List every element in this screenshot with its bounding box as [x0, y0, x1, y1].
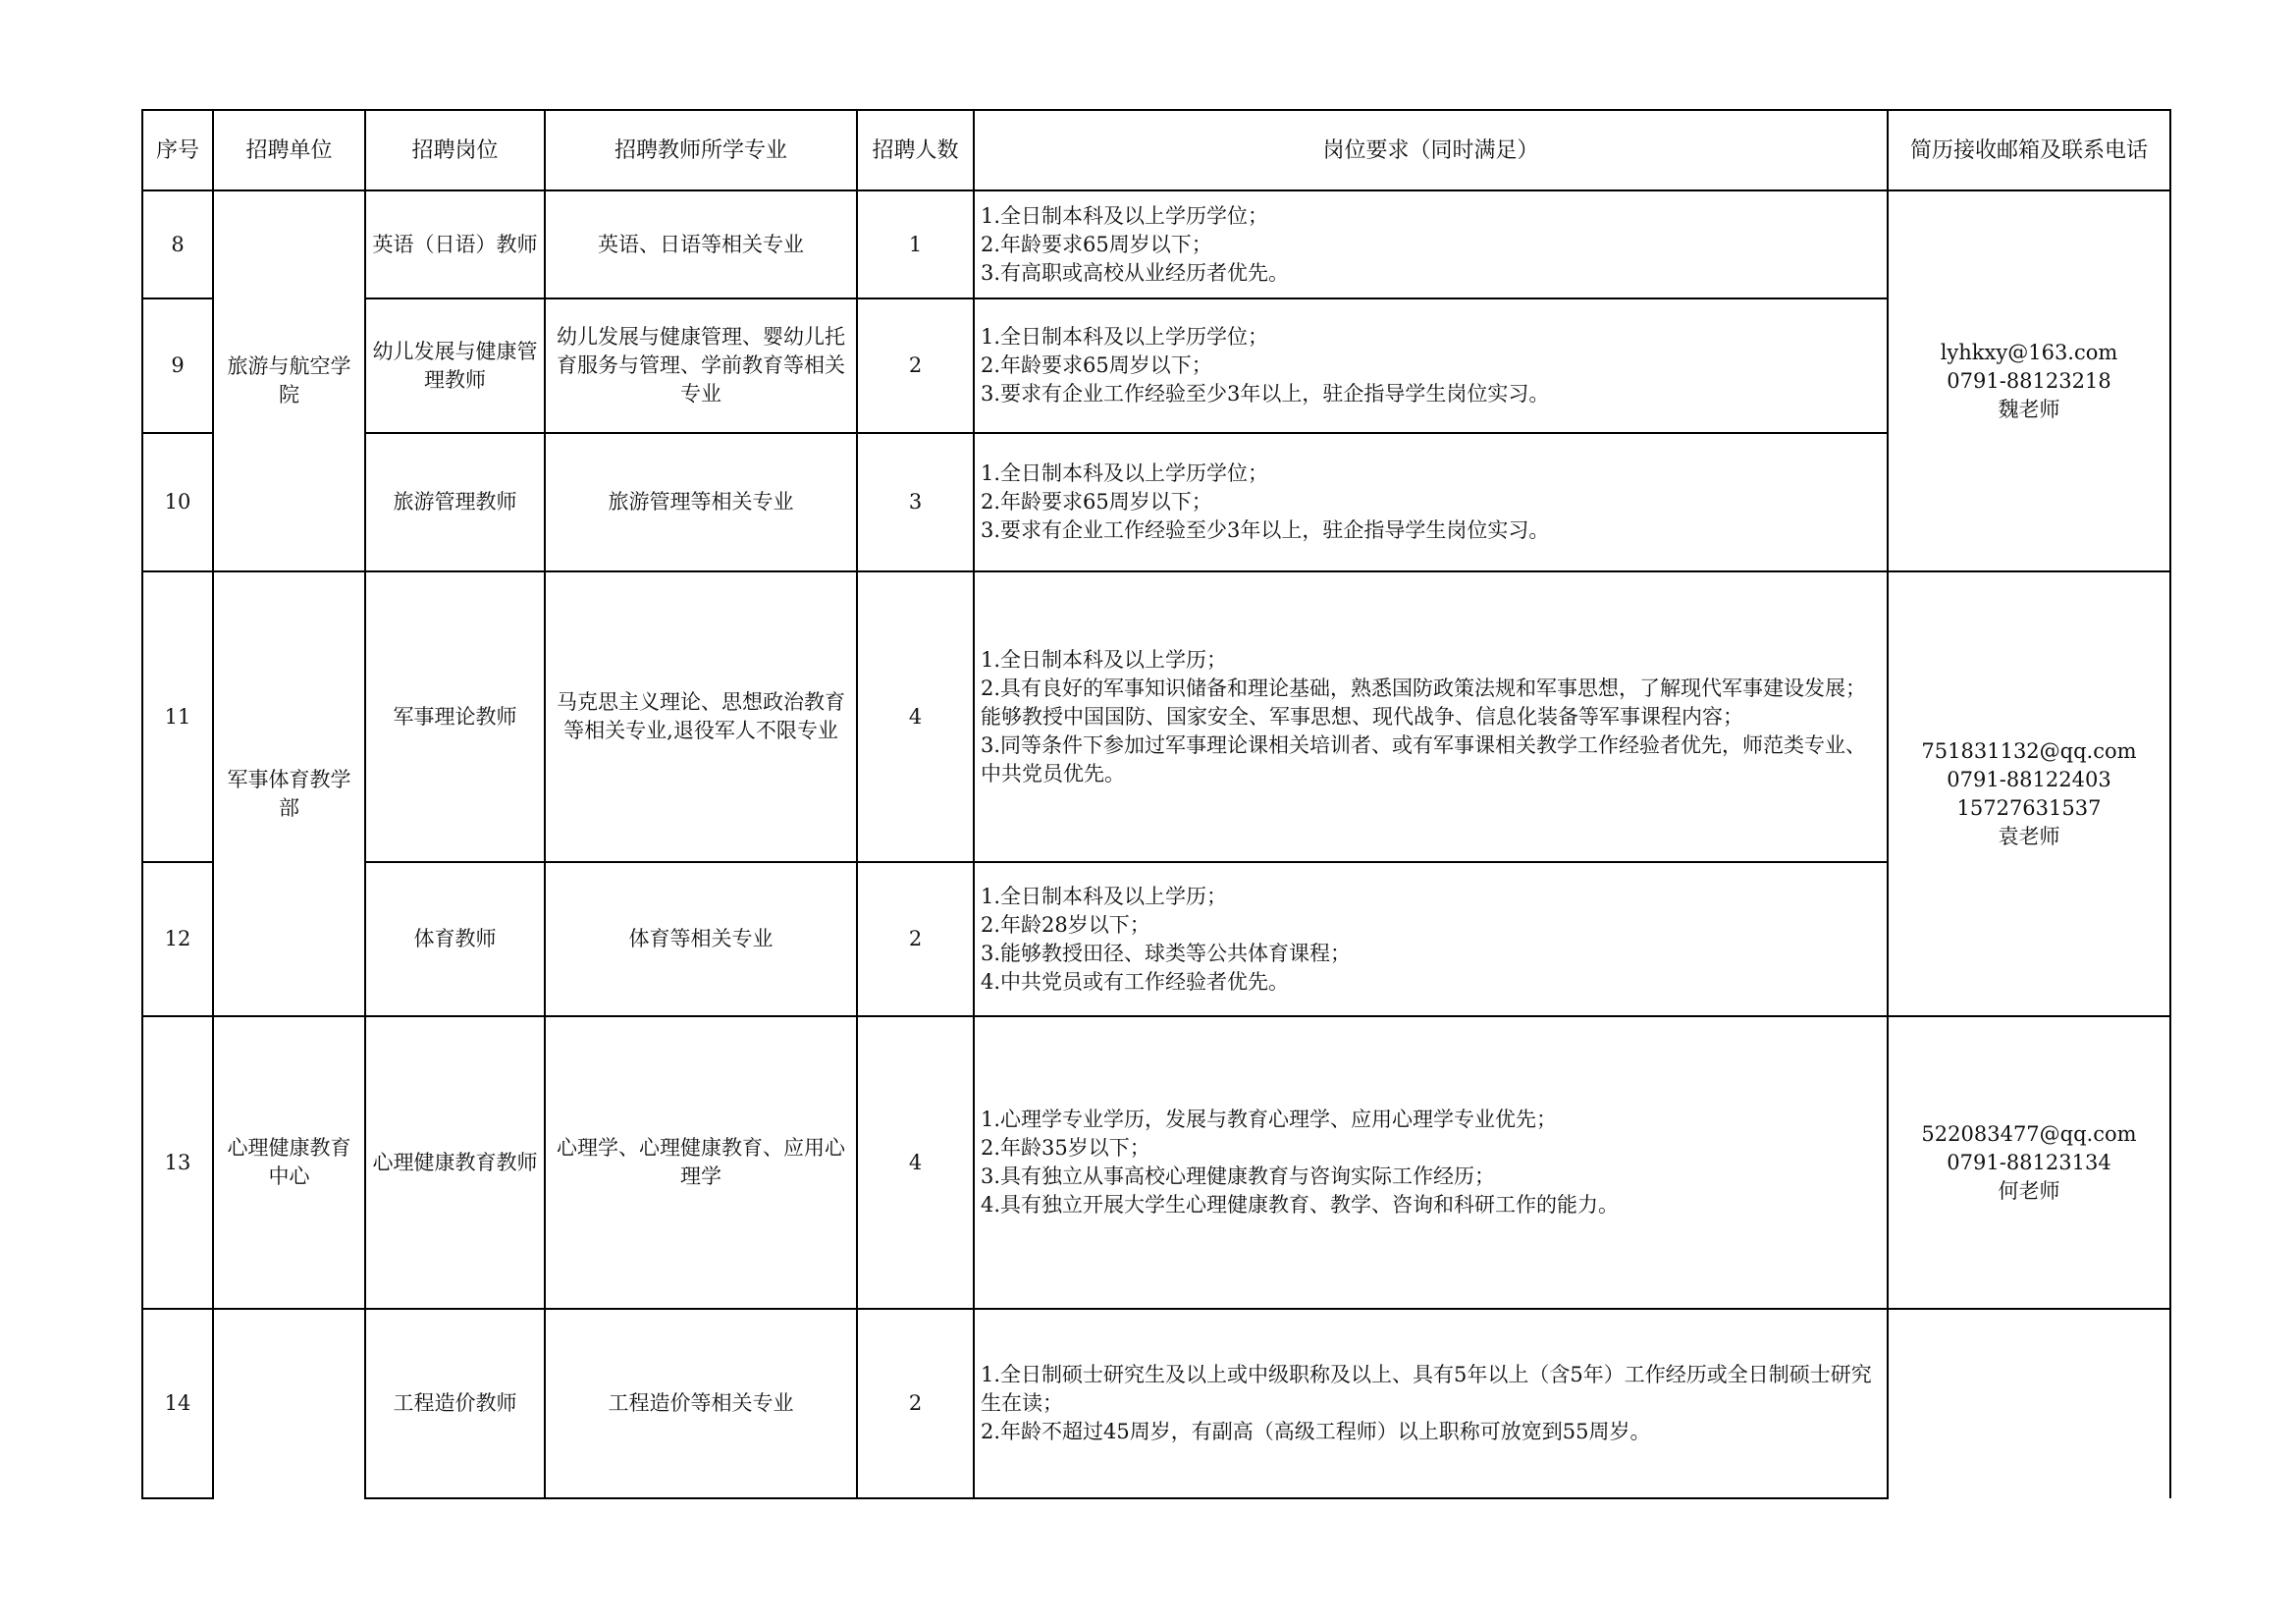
requirements-cell [974, 1016, 1888, 1309]
contact-cell [1888, 571, 2170, 1016]
requirement-line: 1.全日制本科及以上学历学位； [981, 325, 1269, 349]
contact-cell [1888, 1309, 2170, 1498]
table-row [142, 433, 2170, 571]
major-cell: 旅游管理等相关专业 [545, 433, 857, 571]
requirement-line: 2.具有良好的军事知识储备和理论基础，熟悉国防政策法规和军事思想，了解现代军事建设发展；能够教授中国国防、国家安全、军事思想、现代战争、信息化装备等军事课程内容； [981, 676, 1867, 729]
major-cell: 马克思主义理论、思想政治教育等相关专业,退役军人不限专业 [545, 571, 857, 862]
contact-person: 魏老师 [1998, 397, 2060, 421]
requirement-line: 3.同等条件下参加过军事理论课相关培训者、或有军事课相关教学工作经验者优先，师范类专业、中共党员优先。 [981, 732, 1867, 785]
table-row [142, 1309, 2170, 1498]
unit-cell: 旅游与航空学院 [213, 190, 365, 571]
contact-email: 751831132@qq.com [1921, 738, 2137, 763]
contact-phone: 0791-88122403 [1947, 767, 2111, 791]
requirement-line: 2.年龄要求65周岁以下； [981, 232, 1212, 256]
contact-person: 袁老师 [1998, 824, 2060, 848]
major-cell: 心理学、心理健康教育、应用心理学 [545, 1016, 857, 1309]
major-cell: 工程造价等相关专业 [545, 1309, 857, 1498]
count-cell: 1 [857, 190, 974, 298]
major-cell: 体育等相关专业 [545, 862, 857, 1016]
requirements-cell [974, 190, 1888, 298]
requirement-line: 1.全日制本科及以上学历； [981, 884, 1228, 908]
major-cell: 英语、日语等相关专业 [545, 190, 857, 298]
requirement-line: 1.全日制硕士研究生及以上或中级职称及以上、具有5年以上（含5年）工作经历或全日制硕士研究生在读； [981, 1363, 1872, 1415]
recruitment-table [141, 109, 2171, 1499]
requirement-line: 1.全日制本科及以上学历学位； [981, 203, 1269, 228]
contact-person: 何老师 [1998, 1178, 2060, 1203]
requirement-line: 3.要求有企业工作经验至少3年以上，驻企指导学生岗位实习。 [981, 382, 1550, 406]
count-cell: 2 [857, 862, 974, 1016]
contact-email: 522083477@qq.com [1921, 1121, 2137, 1146]
header-post: 招聘岗位 [365, 110, 545, 190]
count-cell: 4 [857, 1016, 974, 1309]
header-row [142, 110, 2170, 190]
header-no: 序号 [142, 110, 213, 190]
row-number: 9 [142, 298, 213, 433]
contact-cell [1888, 190, 2170, 571]
post-cell: 心理健康教育教师 [365, 1016, 545, 1309]
requirement-line: 1.心理学专业学历，发展与教育心理学、应用心理学专业优先； [981, 1108, 1558, 1131]
requirement-line: 2.年龄要求65周岁以下； [981, 353, 1212, 377]
contact-cell [1888, 1016, 2170, 1309]
row-number: 11 [142, 571, 213, 862]
requirement-line: 3.有高职或高校从业经历者优先。 [981, 260, 1290, 285]
requirement-line: 3.能够教授田径、球类等公共体育课程； [981, 941, 1352, 965]
post-cell: 军事理论教师 [365, 571, 545, 862]
row-number: 10 [142, 433, 213, 571]
major-cell: 幼儿发展与健康管理、婴幼儿托育服务与管理、学前教育等相关专业 [545, 298, 857, 433]
requirements-cell [974, 298, 1888, 433]
post-cell: 工程造价教师 [365, 1309, 545, 1498]
requirement-line: 3.具有独立从事高校心理健康教育与咨询实际工作经历； [981, 1164, 1496, 1188]
count-cell: 2 [857, 298, 974, 433]
table-row [142, 862, 2170, 1016]
post-cell: 旅游管理教师 [365, 433, 545, 571]
requirement-line: 4.中共党员或有工作经验者优先。 [981, 969, 1290, 994]
requirement-line: 3.要求有企业工作经验至少3年以上，驻企指导学生岗位实习。 [981, 518, 1550, 542]
requirements-cell [974, 862, 1888, 1016]
unit-cell [213, 1309, 365, 1498]
post-cell: 体育教师 [365, 862, 545, 1016]
row-number: 12 [142, 862, 213, 1016]
count-cell: 3 [857, 433, 974, 571]
table-row [142, 571, 2170, 862]
header-requirements: 岗位要求（同时满足） [974, 110, 1888, 190]
count-cell: 4 [857, 571, 974, 862]
requirement-line: 1.全日制本科及以上学历学位； [981, 461, 1269, 485]
header-count: 招聘人数 [857, 110, 974, 190]
contact-phone: 0791-88123134 [1947, 1150, 2111, 1174]
requirement-line: 2.年龄35岁以下； [981, 1136, 1150, 1160]
count-cell: 2 [857, 1309, 974, 1498]
requirements-cell [974, 1309, 1888, 1498]
requirement-line: 1.全日制本科及以上学历； [981, 647, 1228, 672]
requirement-line: 2.年龄要求65周岁以下； [981, 490, 1212, 514]
requirements-cell [974, 571, 1888, 862]
post-cell: 幼儿发展与健康管理教师 [365, 298, 545, 433]
row-number: 8 [142, 190, 213, 298]
header-major: 招聘教师所学专业 [545, 110, 857, 190]
requirements-cell [974, 433, 1888, 571]
post-cell: 英语（日语）教师 [365, 190, 545, 298]
row-number: 13 [142, 1016, 213, 1309]
table-row [142, 298, 2170, 433]
table-row [142, 1016, 2170, 1309]
table-row [142, 190, 2170, 298]
requirement-line: 2.年龄28岁以下； [981, 912, 1150, 937]
contact-email: lyhkxy@163.com [1940, 340, 2118, 364]
unit-cell: 军事体育教学部 [213, 571, 365, 1016]
header-unit: 招聘单位 [213, 110, 365, 190]
row-number: 14 [142, 1309, 213, 1498]
header-contact: 简历接收邮箱及联系电话 [1888, 110, 2170, 190]
unit-cell: 心理健康教育中心 [213, 1016, 365, 1309]
contact-mobile: 15727631537 [1956, 795, 2102, 820]
requirement-line: 4.具有独立开展大学生心理健康教育、教学、咨询和科研工作的能力。 [981, 1193, 1620, 1217]
contact-phone: 0791-88123218 [1947, 368, 2111, 393]
requirement-line: 2.年龄不超过45周岁，有副高（高级工程师）以上职称可放宽到55周岁。 [981, 1420, 1651, 1443]
